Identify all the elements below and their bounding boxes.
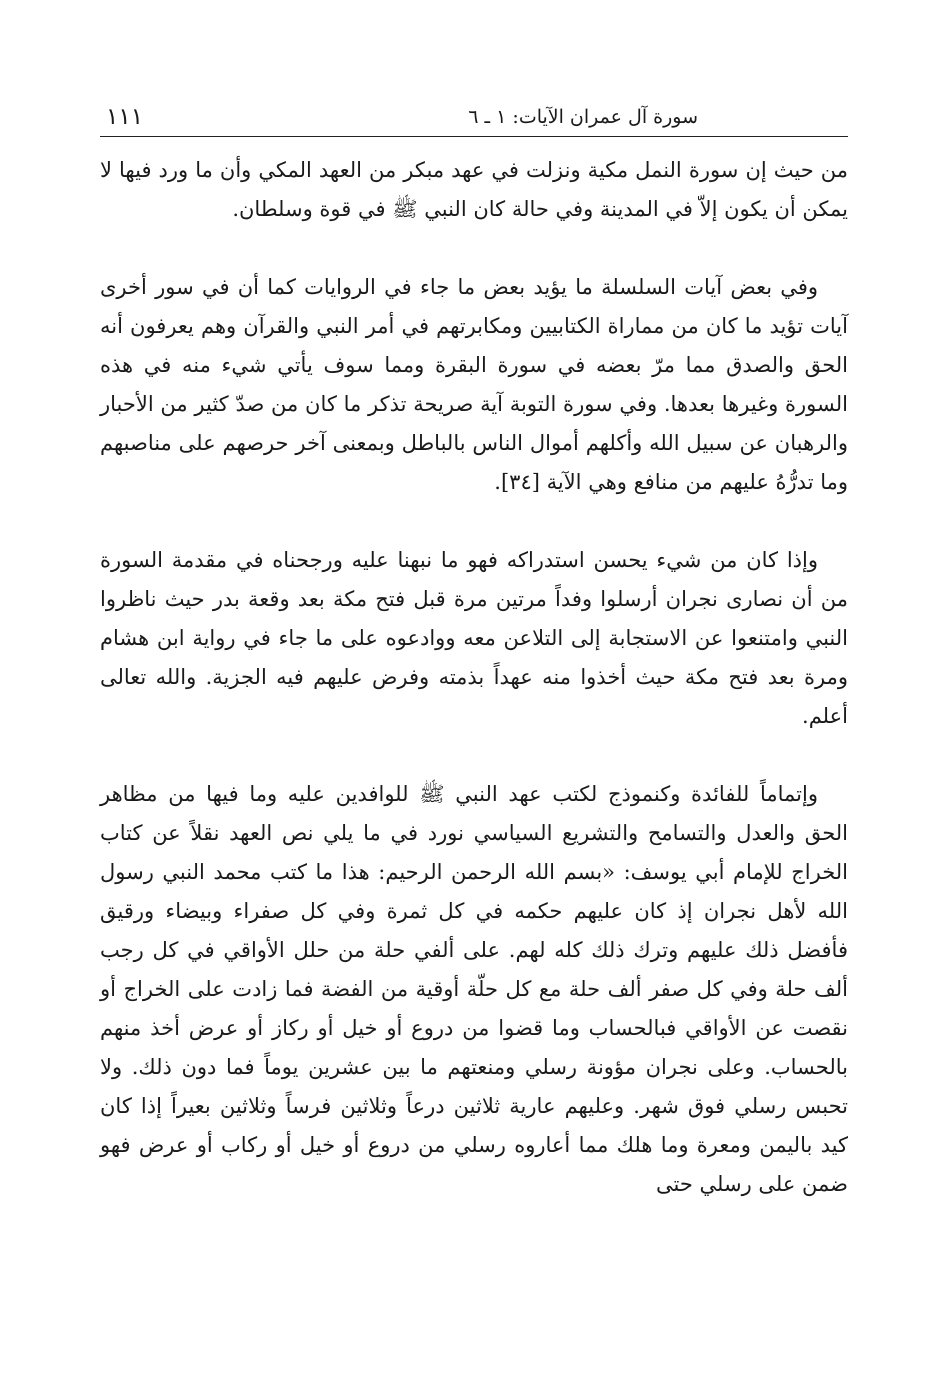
body-text [100,151,848,1204]
paragraph-najran-delegations: وإذا كان من شيء يحسن استدراكه فهو ما نبهنا عليه ورجحناه في مقدمة السورة من أن نصارى نجران أرسلوا وفداً مرتين مرة قبل فتح مكة بعد وقعة بدر حيث ناظروا النبي وامتنعوا عن الاستجابة إلى التلاعن معه ووادعوه على ما جاء في رواية ابن هشام ومرة بعد فتح مكة حيث أخذوا منه عهداً بذمته وفرض عليهم فيه الجزية. والله تعالى أعلم. [100,548,848,728]
book-page [100,100,848,1204]
running-header [100,100,848,137]
paragraph-continuation: من حيث إن سورة النمل مكية ونزلت في عهد مبكر من العهد المكي وأن ما ورد فيها لا يمكن أن يكون إلاّ في المدينة وفي حالة كان النبي ﷺ في قوة وسلطان. [100,158,848,221]
surah-title: سورة آل عمران الآيات: ١ ـ ٦ [468,106,698,128]
paragraph-supporting-verses: وفي بعض آيات السلسلة ما يؤيد بعض ما جاء في الروايات كما أن في سور أخرى آيات تؤيد ما كان من مماراة الكتابيين ومكابرتهم في أمر النبي والقرآن وهم يعرفون أنه الحق والصدق مما مرّ بعضه في سورة البقرة ومما سوف يأتي شيء منه في هذه السورة وغيرها بعدها. وفي سورة التوبة آية صريحة تذكر ما كان من صدّ كثير من الأحبار والرهبان عن سبيل الله وأكلهم أموال الناس بالباطل وبمعنى آخر حرصهم على مناصبهم وما تدرُّهُ عليهم من منافع وهي الآية [٣٤]. [100,275,848,494]
page-number: ١١١ [106,104,144,130]
paragraph-covenant-text: وإتماماً للفائدة وكنموذج لكتب عهد النبي ﷺ للوافدين عليه وما فيها من مظاهر الحق والعدل والتسامح والتشريع السياسي نورد في ما يلي نص العهد نقلاً عن كتاب الخراج للإمام أبي يوسف: «بسم الله الرحمن الرحيم: هذا ما كتب محمد النبي رسول الله لأهل نجران إذ كان عليهم حكمه في كل ثمرة وفي كل صفراء وبيضاء ورقيق فأفضل ذلك عليهم وترك ذلك كله لهم. على ألفي حلة من حلل الأواقي في كل رجب ألف حلة وفي كل صفر ألف حلة مع كل حلّة أوقية من الفضة فما زادت على الخراج أو نقصت عن الأواقي فبالحساب وما قضوا من دروع أو خيل أو ركاز أو عرض أخذ منهم بالحساب. وعلى نجران مؤونة رسلي ومنعتهم ما بين عشرين يوماً فما دون ذلك. ولا تحبس رسلي فوق شهر. وعليهم عارية ثلاثين درعاً وثلاثين فرساً وثلاثين بعيراً إذا كان كيد باليمن ومعرة وما هلك مما أعاروه رسلي من دروع أو خيل أو ركاب أو عرض فهو ضمن على رسلي حتى [100,782,848,1196]
